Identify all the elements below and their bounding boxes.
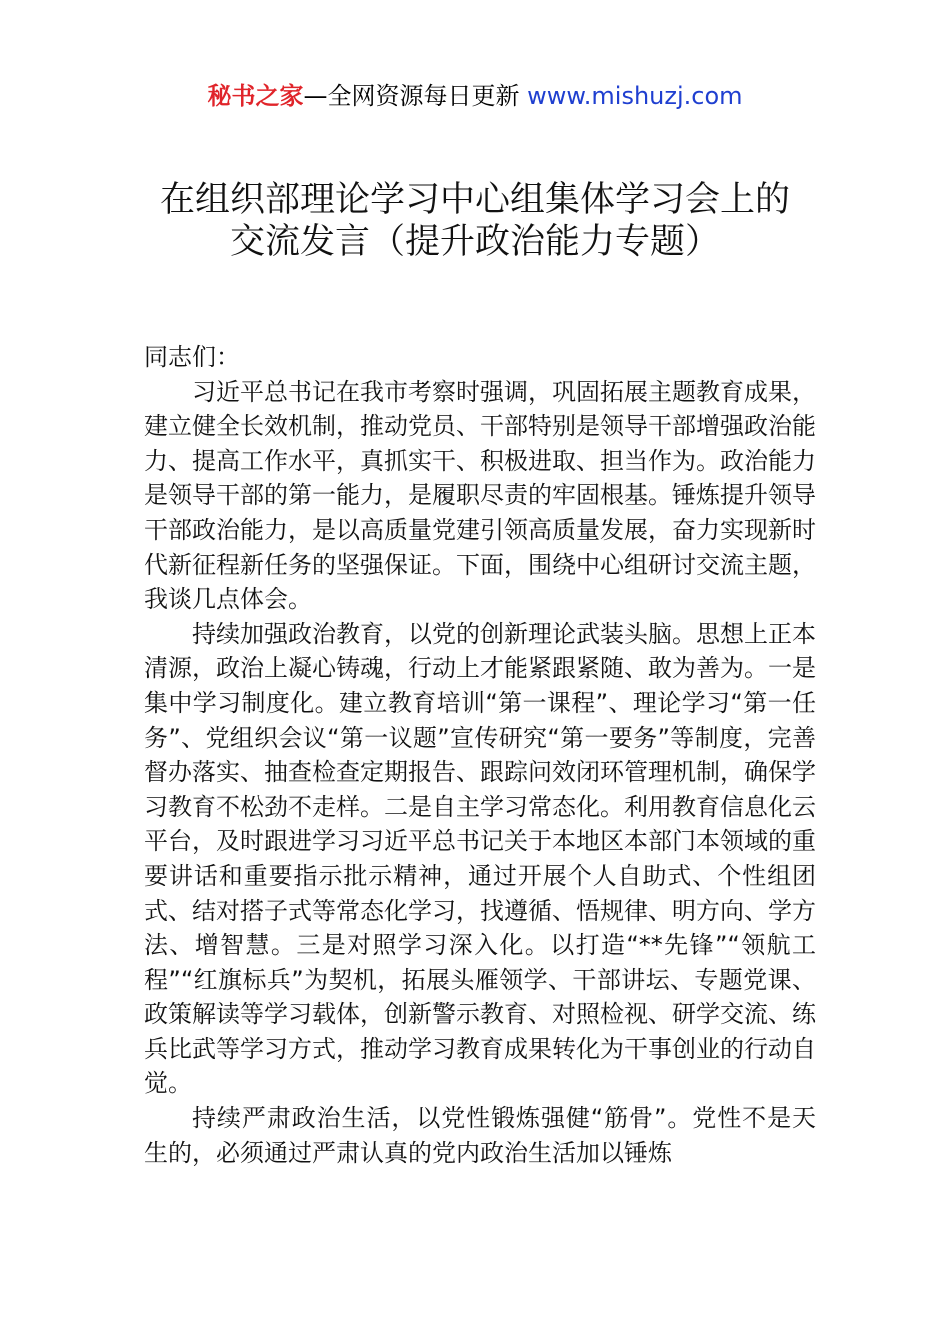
site-header [0, 80, 950, 112]
site-tagline: —全网资源每日更新 [303, 82, 528, 110]
document-body [144, 340, 816, 1170]
paragraph-political-life: 持续严肃政治生活，以党性锻炼强健“筋骨”。党性不是天生的，必须通过严肃认真的党内政治生活加以锤炼 [144, 1104, 816, 1167]
document-title-line-2: 交流发言（提升政治能力专题） [229, 222, 720, 262]
document-title-line-1: 在组织部理论学习中心组集体学习会上的 [159, 180, 790, 220]
paragraph-intro: 习近平总书记在我市考察时强调，巩固拓展主题教育成果，建立健全长效机制，推动党员、干部特别是领导干部增强政治能力、提高工作水平，真抓实干、积极进取、担当作为。政治能力是领导干部的第一能力，是履职尽责的牢固根基。锤炼提升领导干部政治能力，是以高质量党建引领高质量发展，奋力实现新时代新征程新任务的坚强保证。下面，围绕中心组研讨交流主题，我谈几点体会。 [144, 377, 816, 614]
salutation: 同志们： [144, 343, 240, 371]
site-url-link[interactable]: www.mishuzj.com [527, 82, 743, 110]
paragraph-political-education: 持续加强政治教育，以党的创新理论武装头脑。思想上正本清源，政治上凝心铸魂，行动上才能紧跟紧随、敢为善为。一是集中学习制度化。建立教育培训“第一课程”、理论学习“第一任务”、党组织会议“第一议题”宣传研究“第一要务”等制度，完善督办落实、抽查检查定期报告、跟踪问效闭环管理机制，确保学习教育不松劲不走样。二是自主学习常态化。利用教育信息化云平台，及时跟进学习习近平总书记关于本地区本部门本领域的重要讲话和重要指示批示精神，通过开展个人自助式、个性组团式、结对搭子式等常态化学习，找遵循、悟规律、明方向、学方法、增智慧。三是对照学习深入化。以打造“**先锋”“领航工程”“红旗标兵”为契机，拓展头雁领学、干部讲坛、专题党课、政策解读等学习载体，创新警示教育、对照检视、研学交流、练兵比武等学习方式，推动学习教育成果转化为干事创业的行动自觉。 [144, 619, 816, 1098]
site-brand: 秘书之家 [207, 82, 304, 110]
